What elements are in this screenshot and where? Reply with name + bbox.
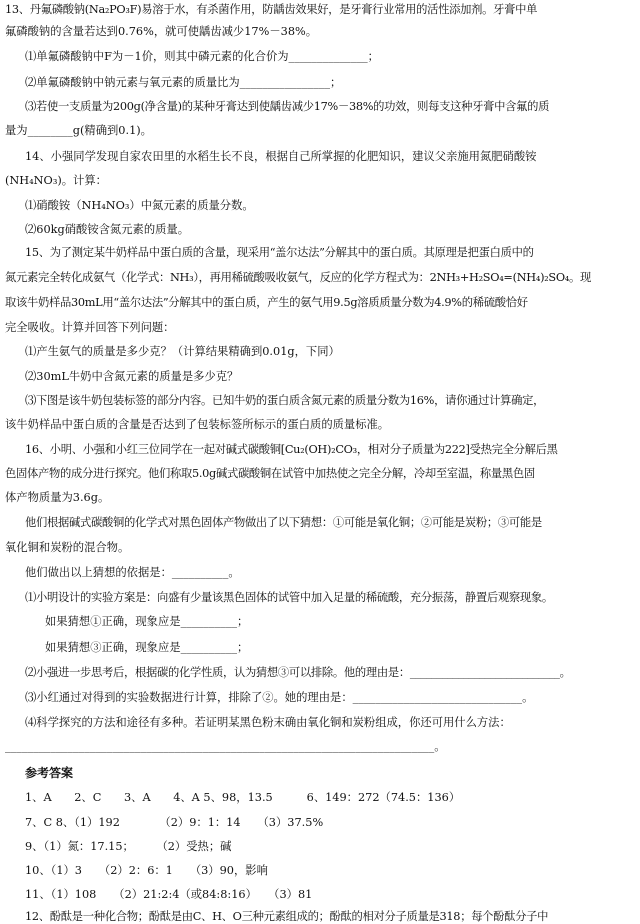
q16-part4: ⑷科学探究的方法和途径有多种。若证明某黑色粉末确由氧化铜和炭粉组成，你还可用什么方法： <box>25 716 511 729</box>
q16-hypothesis-line1: 他们根据碱式碳酸铜的化学式对黑色固体产物做出了以下猜想：①可能是氧化铜；②可能是炭粉；③可能是 <box>25 516 542 529</box>
q16-hypothesis-line2: 氧化铜和炭粉的混合物。 <box>5 541 130 554</box>
q15-part3-line1: ⑶下图是该牛奶包装标签的部分内容。已知牛奶的蛋白质含氮元素的质量分数为16%，请你通过计算确定， <box>25 394 545 407</box>
q16-intro-line3: 体产物质量为3.6g。 <box>5 491 110 504</box>
q14-intro-line1: 14、小强同学发现自家农田里的水稻生长不良，根据自己所掌握的化肥知识，建议父亲施用氮肥硝酸铵 <box>25 150 537 163</box>
q15-intro-line3: 取该牛奶样品30mL用“盖尔达法”分解其中的蛋白质，产生的氨气用9.5g溶质质量分数为4.9%的稀硫酸恰好 <box>5 296 528 309</box>
q14-part1: ⑴硝酸铵（NH₄NO₃）中氮元素的质量分数。 <box>25 199 254 212</box>
q13-part3-line1: ⑶若使一支质量为200g(净含量)的某种牙膏达到使龋齿减少17%－38%的功效，则每支这种牙膏中含氟的质 <box>25 100 550 113</box>
q16-basis: 他们做出以上猜想的依据是：__________。 <box>25 566 240 579</box>
q13-part1: ⑴单氟磷酸钠中F为－1价，则其中磷元素的化合价为______________； <box>25 50 379 63</box>
q14-part2: ⑵60kg硝酸铵含氮元素的质量。 <box>25 223 190 236</box>
q13-part2: ⑵单氟磷酸钠中钠元素与氧元素的质量比为________________； <box>25 76 342 89</box>
answers-row-3: 9、（1）氮：17.15； （2）受热；碱 <box>25 840 232 853</box>
answers-row-2: 7、C 8、（1）192 （2）9：1：14 （3）37.5% <box>25 816 324 829</box>
answers-row-1: 1、A 2、C 3、A 4、A 5、98，13.5 6、149：272（74.5：136） <box>25 791 461 804</box>
q16-part1-case3: 如果猜想③正确，现象应是__________； <box>45 641 249 654</box>
answers-row-5: 11、（1）108 （2）21:2:4（或84:8:16） （3）81 <box>25 888 313 901</box>
q16-part4-answer-blank: ____________________________________________________________________________。 <box>5 740 446 753</box>
q16-part3: ⑶小红通过对得到的实验数据进行计算，排除了②。她的理由是：______________________________。 <box>25 691 534 704</box>
q15-intro-line2: 氮元素完全转化成氨气（化学式：NH₃），再用稀硫酸吸收氨气，反应的化学方程式为：2NH₃+H₂SO₄=(NH₄)₂SO₄。现 <box>5 271 592 284</box>
answers-row-6: 12、酚酞是一种化合物；酚酞是由C、H、O三种元素组成的；酚酞的相对分子质量是318；每个酚酞分子中 <box>25 910 549 923</box>
q15-part3-line2: 该牛奶样品中蛋白质的含量是否达到了包装标签所标示的蛋白质的质量标准。 <box>5 418 390 431</box>
q16-part2: ⑵小强进一步思考后，根据碳的化学性质，认为猜想③可以排除。他的理由是：____________________________。 <box>25 666 571 679</box>
q15-part2: ⑵30mL牛奶中含氮元素的质量是多少克？ <box>25 370 239 383</box>
q14-intro-line2: (NH₄NO₃)。计算： <box>5 174 107 187</box>
q16-part1: ⑴小明设计的实验方案是：向盛有少量该黑色固体的试管中加入足量的稀硫酸，充分振荡，静置后观察现象。 <box>25 591 553 604</box>
q15-intro-line4: 完全吸收。计算并回答下列问题： <box>5 321 175 334</box>
q13-intro-line2: 氟磷酸钠的含量若达到0.76%，就可使龋齿减少17%－38%。 <box>5 25 318 38</box>
q16-intro-line2: 色固体产物的成分进行探究。他们称取5.0g碱式碳酸铜在试管中加热使之完全分解，冷却至室温，称量黑色固 <box>5 467 535 480</box>
q13-part3-line2: 量为________g(精确到0.1)。 <box>5 124 152 137</box>
q15-part1: ⑴产生氨气的质量是多少克？（计算结果精确到0.01g，下同） <box>25 345 340 358</box>
answers-row-4: 10、（1）3 （2）2：6：1 （3）90，影响 <box>25 864 268 877</box>
q15-intro-line1: 15、为了测定某牛奶样品中蛋白质的含量，现采用“盖尔达法”分解其中的蛋白质。其原理是把蛋白质中的 <box>25 246 534 259</box>
q13-intro-line1: 13、丹氟磷酸钠(Na₂PO₃F)易溶于水，有杀菌作用，防龋齿效果好，是牙膏行业常用的活性添加剂。牙膏中单 <box>5 3 538 16</box>
q16-intro-line1: 16、小明、小强和小红三位同学在一起对碱式碳酸铜[Cu₂(OH)₂CO₃，相对分子质量为222]受热完全分解后黑 <box>25 443 558 456</box>
q16-part1-case1: 如果猜想①正确，现象应是__________； <box>45 615 249 628</box>
answers-heading: 参考答案 <box>25 766 74 780</box>
